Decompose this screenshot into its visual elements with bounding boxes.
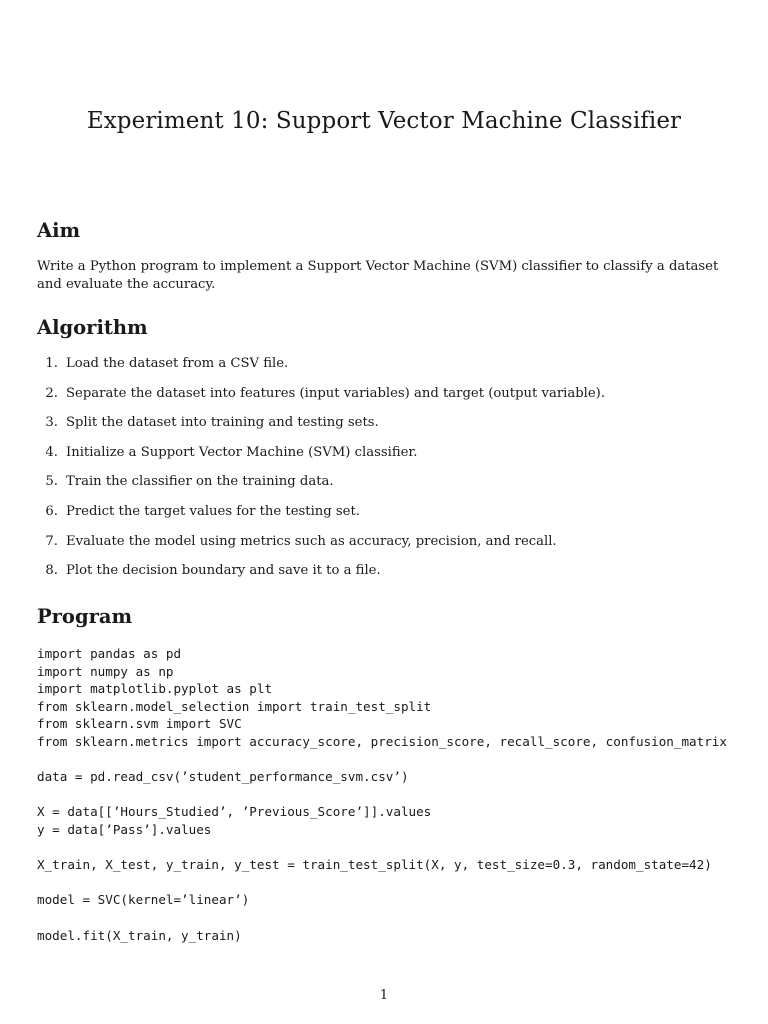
step-number: 6. xyxy=(45,503,58,519)
algorithm-step xyxy=(37,473,605,503)
code-line: import numpy as np xyxy=(37,663,174,679)
page-number: 1 xyxy=(379,988,389,1003)
code-line: from sklearn.svm import SVC xyxy=(37,716,242,732)
step-text: Predict the target values for the testing set. xyxy=(66,503,360,519)
step-text: Evaluate the model using metrics such as accuracy, precision, and recall. xyxy=(66,533,557,549)
code-line: y = data[’Pass’].values xyxy=(37,821,212,837)
page-title: Experiment 10: Support Vector Machine Classifier xyxy=(86,108,682,134)
code-line: X_train, X_test, y_train, y_test = train_test_split(X, y, test_size=0.3, random_state=42) xyxy=(37,857,712,873)
code-line: from sklearn.model_selection import train_test_split xyxy=(37,698,432,714)
code-line xyxy=(37,839,768,857)
algorithm-step xyxy=(37,562,605,592)
algorithm-list xyxy=(37,355,605,592)
aim-text: Write a Python program to implement a Support Vector Machine (SVM) classifier to classify a dataset and evaluate the accuracy. xyxy=(37,259,719,292)
step-number: 8. xyxy=(45,563,58,579)
code-line: data = pd.read_csv(’student_performance_svm.csv’) xyxy=(37,769,409,785)
step-text: Split the dataset into training and testing sets. xyxy=(66,415,379,431)
code-line: model.fit(X_train, y_train) xyxy=(37,927,242,943)
code-line: import matplotlib.pyplot as plt xyxy=(37,681,273,697)
code-line xyxy=(37,786,768,804)
algorithm-step xyxy=(37,444,605,474)
step-text: Train the classifier on the training data. xyxy=(66,474,334,490)
step-text: Initialize a Support Vector Machine (SVM) classifier. xyxy=(66,444,418,460)
aim-heading: Aim xyxy=(37,219,81,242)
code-line xyxy=(37,874,768,892)
step-text: Load the dataset from a CSV file. xyxy=(66,356,289,371)
step-number: 3. xyxy=(45,415,58,431)
algorithm-step xyxy=(37,533,605,563)
code-block xyxy=(37,645,768,944)
algorithm-heading: Algorithm xyxy=(37,316,148,339)
algorithm-step xyxy=(37,355,605,385)
step-number: 2. xyxy=(45,385,58,401)
code-line xyxy=(37,909,768,927)
step-number: 5. xyxy=(45,474,58,490)
code-line xyxy=(37,751,768,769)
step-number: 1. xyxy=(45,356,58,371)
algorithm-step xyxy=(37,385,605,415)
step-number: 7. xyxy=(45,533,58,549)
code-line: model = SVC(kernel=’linear’) xyxy=(37,892,250,908)
algorithm-step xyxy=(37,414,605,444)
code-line: import pandas as pd xyxy=(37,646,182,661)
step-text: Plot the decision boundary and save it to a file. xyxy=(66,563,381,579)
step-number: 4. xyxy=(45,444,58,460)
algorithm-step xyxy=(37,503,605,533)
step-text: Separate the dataset into features (input variables) and target (output variable). xyxy=(66,385,606,401)
code-line: from sklearn.metrics import accuracy_score, precision_score, recall_score, confusion_matrix xyxy=(37,733,727,749)
program-heading: Program xyxy=(37,605,133,628)
code-line: X = data[[’Hours_Studied’, ’Previous_Score’]].values xyxy=(37,804,432,820)
